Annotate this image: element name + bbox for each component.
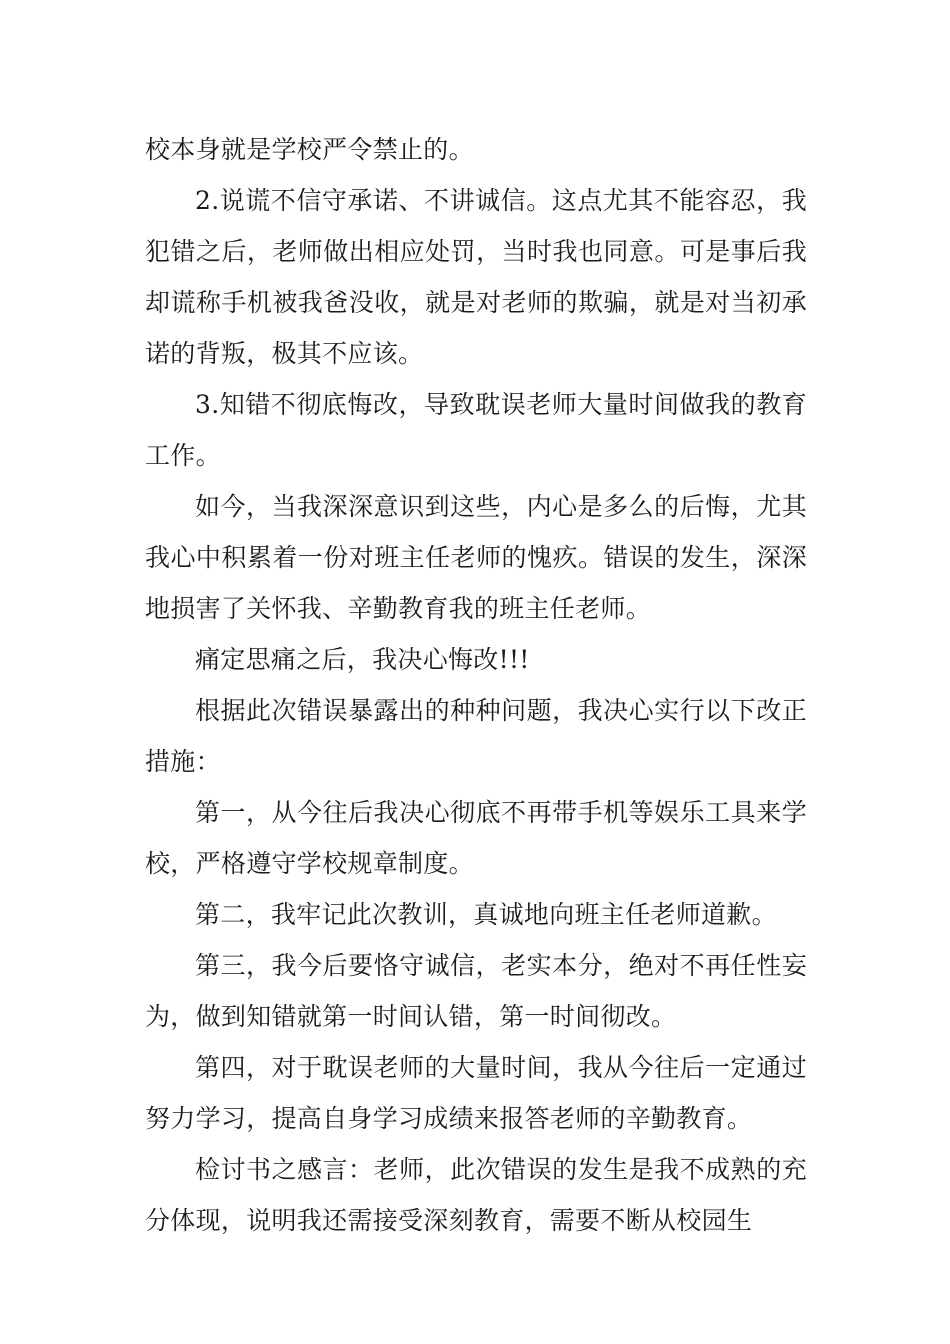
paragraph-measure-4: 第四，对于耽误老师的大量时间，我从今往后一定通过努力学习，提高自身学习成绩来报答老师的辛勤教育。: [145, 1053, 807, 1133]
paragraph-point-2: 2.说谎不信守承诺、不讲诚信。这点尤其不能容忍，我犯错之后，老师做出相应处罚，当时我也同意。可是事后我却谎称手机被我爸没收，就是对老师的欺骗，就是对当初承诺的背叛，极其不应该。: [145, 186, 807, 368]
paragraph-measures-intro: 根据此次错误暴露出的种种问题，我决心实行以下改正措施：: [145, 696, 807, 776]
paragraph-regret: 如今，当我深深意识到这些，内心是多么的后悔，尤其我心中积累着一份对班主任老师的愧疚。错误的发生，深深地损害了关怀我、辛勤教育我的班主任老师。: [145, 492, 807, 623]
paragraph-reflection: 检讨书之感言：老师，此次错误的发生是我不成熟的充分体现，说明我还需接受深刻教育，需要不断从校园生: [145, 1155, 807, 1235]
paragraph-measure-2: 第二，我牢记此次教训，真诚地向班主任老师道歉。: [195, 900, 777, 929]
paragraph-measure-3: 第三，我今后要恪守诚信，老实本分，绝对不再任性妄为，做到知错就第一时间认错，第一时间彻改。: [145, 951, 807, 1031]
paragraph-resolve: 痛定思痛之后，我决心悔改!!!: [195, 645, 530, 674]
paragraph-point-3: 3.知错不彻底悔改，导致耽误老师大量时间做我的教育工作。: [145, 390, 807, 470]
document-page: [145, 124, 807, 1246]
paragraph-measure-1: 第一，从今往后我决心彻底不再带手机等娱乐工具来学校，严格遵守学校规章制度。: [145, 798, 807, 878]
paragraph-continuation: 校本身就是学校严令禁止的。: [145, 135, 474, 164]
